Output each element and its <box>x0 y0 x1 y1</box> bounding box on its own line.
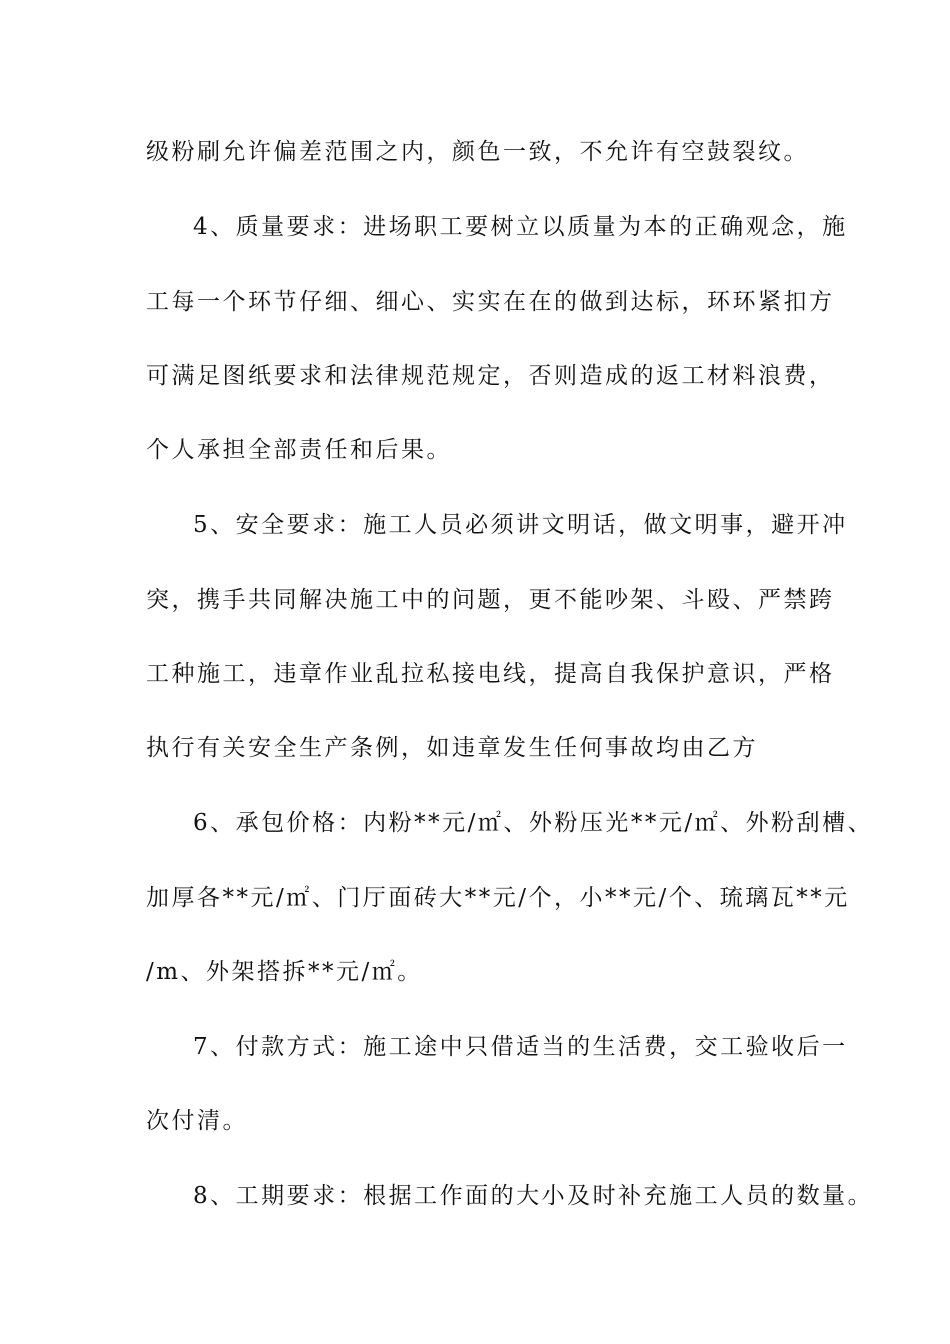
text-line: 5、安全要求：施工人员必须讲文明话，做文明事，避开冲 <box>193 512 848 538</box>
text-line: 加厚各**元/㎡、门厅面砖大**元/个，小**元/个、琉璃瓦**元 <box>146 885 850 911</box>
text-line: 7、付款方式：施工途中只借适当的生活费，交工验收后一 <box>193 1034 848 1060</box>
text-line: 次付清。 <box>146 1108 248 1134</box>
text-line: 工每一个环节仔细、细心、实实在在的做到达标，环环紧扣方 <box>146 289 835 315</box>
text-line: 4、质量要求：进场职工要树立以质量为本的正确观念，施 <box>193 214 848 240</box>
text-line: 级粉刷允许偏差范围之内，颜色一致，不允许有空鼓裂纹。 <box>146 139 809 165</box>
text-line: 可满足图纸要求和法律规范规定，否则造成的返工材料浪费， <box>146 363 835 389</box>
text-line: 执行有关安全生产条例，如违章发生任何事故均由乙方 <box>146 735 758 761</box>
text-line: 8、工期要求：根据工作面的大小及时补充施工人员的数量。 <box>193 1183 874 1209</box>
text-line: 工种施工，违章作业乱拉私接电线，提高自我保护意识，严格 <box>146 661 835 687</box>
text-line: 突，携手共同解决施工中的问题，更不能吵架、斗殴、严禁跨 <box>146 587 835 613</box>
text-line: 个人承担全部责任和后果。 <box>146 437 452 463</box>
text-line: 6、承包价格：内粉**元/㎡、外粉压光**元/㎡、外粉刮槽、 <box>193 810 874 836</box>
text-line: /m、外架搭拆**元/㎡。 <box>146 959 423 985</box>
